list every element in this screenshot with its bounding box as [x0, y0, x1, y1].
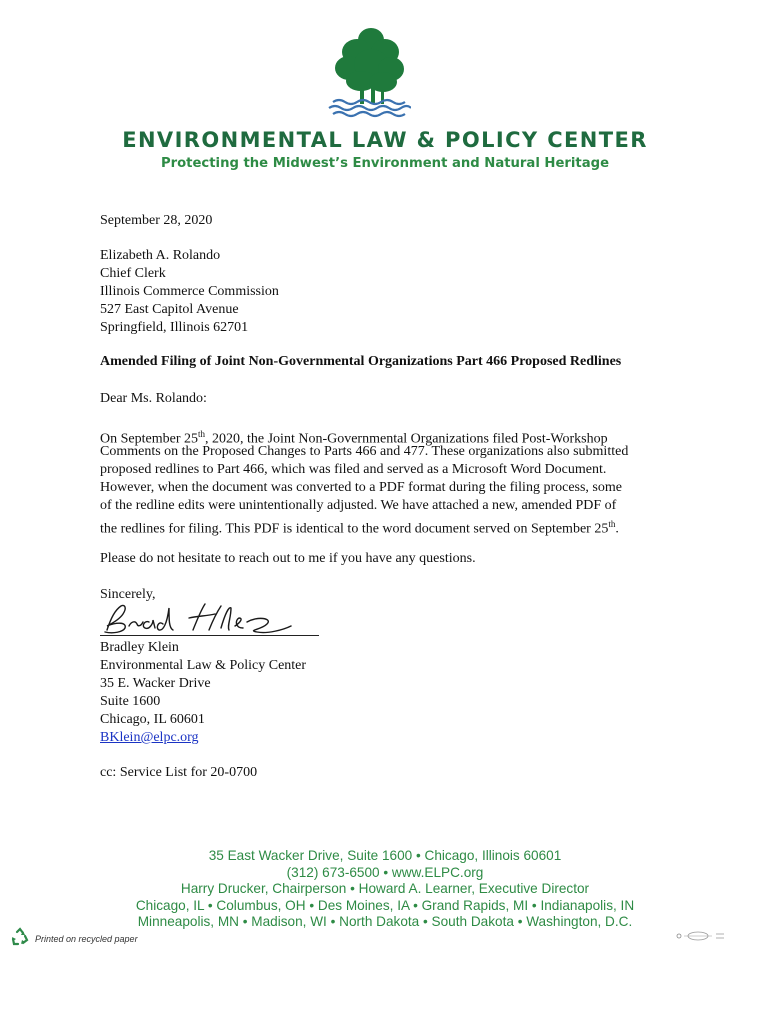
- recipient-name: Elizabeth A. Rolando: [100, 248, 221, 263]
- recycled-paper-note: Printed on recycled paper: [35, 934, 138, 944]
- body-paragraph-1: [100, 425, 680, 537]
- body-paragraph-2: Please do not hesitate to reach out to me if you have any questions.: [100, 551, 476, 566]
- paragraph-line: However, when the document was converted to a PDF format during the filing process, some: [100, 480, 622, 495]
- footer-leadership: Harry Drucker, Chairperson • Howard A. Learner, Executive Director: [180, 881, 590, 896]
- recipient-title: Chief Clerk: [100, 266, 166, 281]
- signature-line: [100, 635, 319, 636]
- text-segment: .: [615, 521, 619, 537]
- paragraph-line: [100, 425, 680, 447]
- recipient-address: [100, 247, 279, 337]
- letter-date: September 28, 2020: [100, 213, 213, 228]
- footer-address: 35 East Wacker Drive, Suite 1600 • Chicago, Illinois 60601: [208, 848, 562, 863]
- sender-street: 35 E. Wacker Drive: [100, 676, 211, 691]
- letterhead-footer: [0, 848, 770, 931]
- superscript: th: [197, 429, 205, 439]
- recycle-icon: [10, 927, 30, 947]
- sender-organization: Environmental Law & Policy Center: [100, 658, 307, 673]
- sender-block: [100, 639, 306, 747]
- sender-city: Chicago, IL 60601: [100, 712, 205, 727]
- text-segment: On September 25: [100, 431, 198, 447]
- footer-offices-2: Minneapolis, MN • Madison, WI • North Dakota • South Dakota • Washington, D.C.: [137, 914, 633, 929]
- footer-contact: (312) 673-6500 • www.ELPC.org: [286, 864, 484, 880]
- sender-suite: Suite 1600: [100, 694, 161, 709]
- closing: Sincerely,: [100, 587, 156, 602]
- footer-offices-1: Chicago, IL • Columbus, OH • Des Moines, IA • Grand Rapids, MI • Indianapolis, IN: [135, 897, 635, 913]
- sender-email-link[interactable]: BKlein@elpc.org: [100, 730, 199, 745]
- recipient-organization: Illinois Commerce Commission: [100, 284, 279, 299]
- paragraph-line: Comments on the Proposed Changes to Parts 466 and 477. These organizations also submitted: [100, 444, 629, 459]
- recipient-city: Springfield, Illinois 62701: [100, 320, 249, 335]
- tree-logo-icon: [327, 26, 411, 120]
- paragraph-line: proposed redlines to Part 466, which was filed and served as a Microsoft Word Document.: [100, 462, 607, 477]
- organization-name: ENVIRONMENTAL LAW & POLICY CENTER: [122, 128, 648, 152]
- superscript: th: [608, 519, 616, 529]
- salutation: Dear Ms. Rolando:: [100, 391, 207, 406]
- text-segment: the redlines for filing. This PDF is identical to the word document served on September 25: [100, 521, 609, 537]
- cc-line: cc: Service List for 20-0700: [100, 765, 258, 780]
- paragraph-line: [100, 515, 680, 537]
- union-bug-icon: [676, 930, 726, 942]
- paragraph-line: of the redline edits were unintentionally adjusted. We have attached a new, amended PDF of: [100, 498, 617, 513]
- organization-tagline: Protecting the Midwest’s Environment and Natural Heritage: [160, 156, 610, 171]
- handwritten-signature: [97, 600, 319, 638]
- recipient-street: 527 East Capitol Avenue: [100, 302, 239, 317]
- text-segment: , 2020, the Joint Non-Governmental Organizations filed Post-Workshop: [205, 431, 608, 447]
- letter-subject: Amended Filing of Joint Non-Governmental Organizations Part 466 Proposed Redlines: [100, 354, 622, 369]
- sender-name: Bradley Klein: [100, 640, 179, 655]
